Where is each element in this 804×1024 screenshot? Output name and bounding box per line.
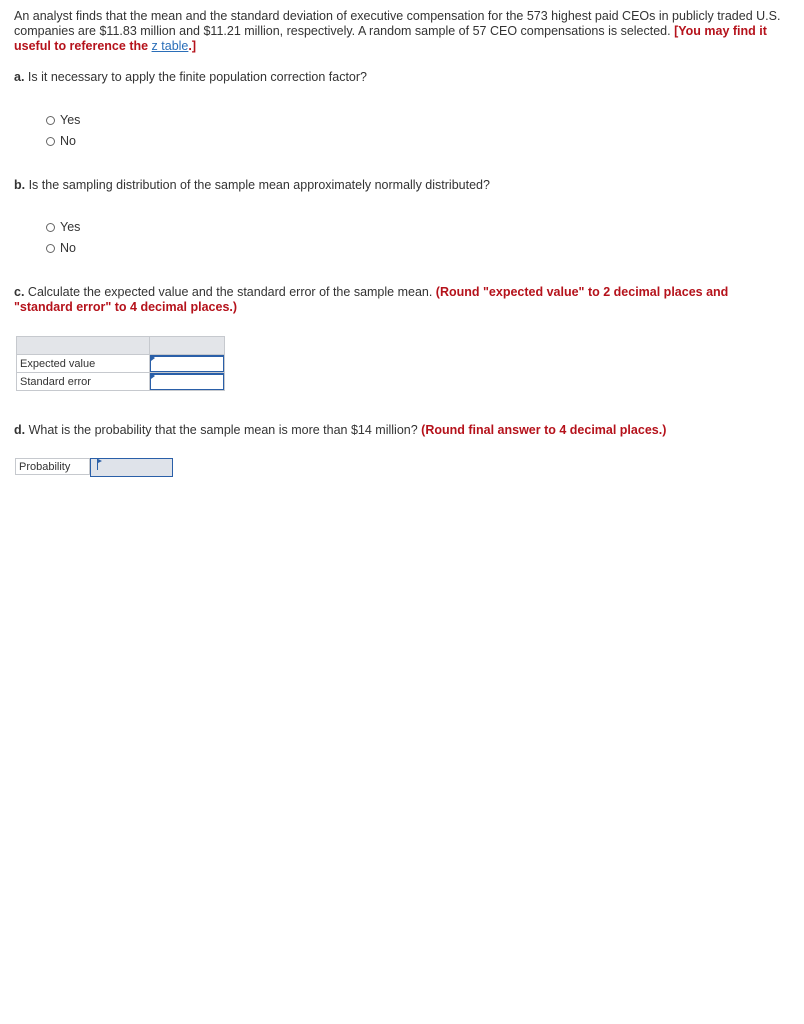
question-d-text: What is the probability that the sample mean is more than $14 million?: [25, 423, 422, 437]
expected-value-cell: [150, 355, 225, 373]
question-d-prefix: d.: [14, 423, 26, 437]
table-row: [17, 355, 225, 373]
hint-before: [You may find it useful to reference the: [14, 24, 767, 53]
radio-b-no[interactable]: [46, 241, 76, 255]
answer-table-c: [16, 336, 225, 391]
radio-a-yes-label: Yes: [60, 113, 81, 127]
radio-circle-icon[interactable]: [46, 116, 55, 125]
question-c: [14, 285, 784, 315]
question-c-prefix: c.: [14, 285, 25, 299]
radio-circle-icon[interactable]: [46, 244, 55, 253]
table-header-cell: [150, 337, 225, 355]
probability-input[interactable]: [90, 458, 173, 477]
question-b-text: Is the sampling distribution of the sample mean approximately normally distributed?: [25, 178, 490, 192]
question-d: [14, 423, 784, 438]
probability-row: [15, 458, 173, 477]
radio-b-no-label: No: [60, 241, 76, 255]
hint-after: .]: [188, 39, 197, 53]
radio-circle-icon[interactable]: [46, 223, 55, 232]
problem-intro: [14, 9, 790, 54]
radio-b-yes-label: Yes: [60, 220, 81, 234]
table-header-row: [17, 337, 225, 355]
question-a-text: Is it necessary to apply the finite population correction factor?: [24, 70, 367, 84]
z-table-link[interactable]: z table: [151, 39, 189, 53]
question-d-instruction: (Round final answer to 4 decimal places.): [421, 423, 667, 437]
radio-b-yes[interactable]: [46, 220, 80, 234]
standard-error-input[interactable]: [150, 373, 224, 390]
probability-label: Probability: [15, 458, 90, 475]
radio-circle-icon[interactable]: [46, 137, 55, 146]
intro-text: An analyst finds that the mean and the standard deviation of executive compensation for the 573 highest paid CEOs in publicly traded U.S. companies are $11.83 million and $11.21 million, respectively. A random sample of 57 CEO compensations is selected.: [14, 9, 781, 38]
radio-a-yes[interactable]: [46, 113, 80, 127]
expected-value-input[interactable]: [150, 355, 224, 372]
question-b: [14, 178, 490, 193]
radio-a-no-label: No: [60, 134, 76, 148]
flag-tip-icon: [98, 459, 102, 463]
standard-error-cell: [150, 373, 225, 391]
question-b-prefix: b.: [14, 178, 26, 192]
question-a: [14, 70, 367, 85]
question-a-prefix: a.: [14, 70, 25, 84]
question-c-text: Calculate the expected value and the standard error of the sample mean.: [24, 285, 436, 299]
table-row: [17, 373, 225, 391]
standard-error-label: Standard error: [17, 373, 150, 391]
table-header-cell: [17, 337, 150, 355]
question-c-instruction: (Round "expected value" to 2 decimal places and "standard error" to 4 decimal places.): [14, 285, 729, 314]
expected-value-label: Expected value: [17, 355, 150, 373]
radio-a-no[interactable]: [46, 134, 76, 148]
